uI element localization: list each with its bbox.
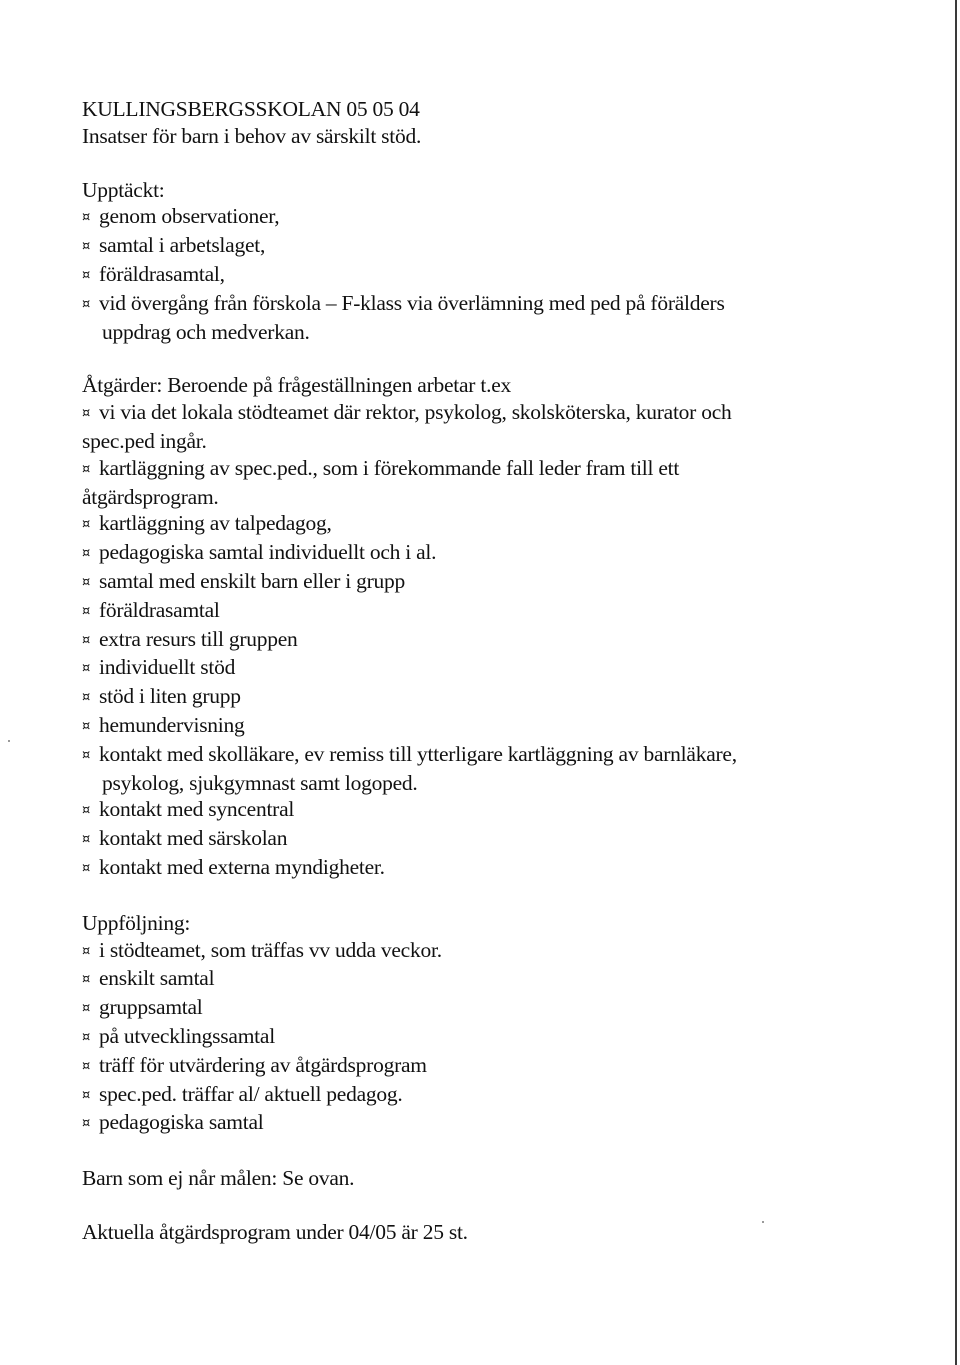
list-item-text: kontakt med skolläkare, ev remiss till ytterligare kartläggning av barnläkare, [99, 741, 737, 766]
list-item [82, 654, 842, 683]
document-body [82, 96, 842, 1246]
list-item-continuation [82, 484, 842, 511]
list-item [82, 683, 842, 712]
list-item-continuation [82, 428, 842, 455]
list-item [82, 510, 842, 539]
list-item [82, 1109, 842, 1138]
list-item [82, 712, 842, 741]
list-item-text: samtal i arbetslaget, [99, 233, 266, 258]
bullet-icon: ¤ [82, 803, 91, 819]
list-item-text: pedagogiska samtal individuellt och i al. [99, 540, 437, 565]
section-spacer [82, 1192, 842, 1219]
list-item-text: träff för utvärdering av åtgärdsprogram [99, 1052, 427, 1077]
bullet-icon: ¤ [82, 690, 91, 706]
document-subtitle: Insatser för barn i behov av särskilt stöd. [82, 123, 422, 148]
bullet-icon: ¤ [82, 267, 91, 283]
list-item-text: stöd i liten grupp [99, 684, 241, 709]
bullet-icon: ¤ [82, 747, 91, 763]
bullet-icon: ¤ [82, 1116, 91, 1132]
list-item [82, 261, 842, 290]
list-item [82, 1052, 842, 1081]
section-spacer [82, 150, 842, 177]
list-item [82, 597, 842, 626]
section-spacer [82, 1138, 842, 1165]
bullet-icon: ¤ [82, 718, 91, 734]
list-item [82, 399, 842, 428]
list-item [82, 1081, 842, 1110]
section-heading: Åtgärder: Beroende på frågeställningen arbetar t.ex [82, 373, 511, 398]
footer-line: Barn som ej når målen: Se ovan. [82, 1166, 355, 1191]
list-item-text: gruppsamtal [99, 995, 203, 1020]
bullet-icon: ¤ [82, 1087, 91, 1103]
footer-container [82, 1138, 842, 1246]
list-item-text: kontakt med externa myndigheter. [99, 854, 385, 879]
scan-speck [8, 740, 10, 742]
list-item-text: vi via det lokala stödteamet där rektor, psykolog, skolsköterska, kurator och [99, 400, 732, 425]
list-item-text: spec.ped ingår. [82, 428, 207, 453]
list-item-text: föräldrasamtal [99, 597, 220, 622]
bullet-icon: ¤ [82, 574, 91, 590]
list-item-text: samtal med enskilt barn eller i grupp [99, 568, 405, 593]
list-item [82, 1023, 842, 1052]
list-item-text: kontakt med särskolan [99, 826, 288, 851]
list-item [82, 539, 842, 568]
list-item [82, 937, 842, 966]
section-spacer [82, 883, 842, 910]
list-item-text: psykolog, sjukgymnast samt logoped. [102, 770, 418, 795]
list-item [82, 232, 842, 261]
bullet-icon: ¤ [82, 661, 91, 677]
list-item-text: åtgärdsprogram. [82, 484, 219, 509]
list-item-text: kartläggning av spec.ped., som i förekommande fall leder fram till ett [99, 455, 680, 480]
list-item [82, 568, 842, 597]
list-item-text: på utvecklingssamtal [99, 1023, 275, 1048]
sections-container [82, 150, 842, 1139]
bullet-icon: ¤ [82, 546, 91, 562]
list-item [82, 626, 842, 655]
footer-line: Aktuella åtgärdsprogram under 04/05 är 25 st. [82, 1219, 468, 1244]
bullet-icon: ¤ [82, 972, 91, 988]
bullet-icon: ¤ [82, 1029, 91, 1045]
section-heading: Upptäckt: [82, 177, 165, 202]
list-item [82, 825, 842, 854]
list-item-continuation [82, 770, 842, 797]
bullet-icon: ¤ [82, 239, 91, 255]
list-item-text: kartläggning av talpedagog, [99, 511, 332, 536]
list-item [82, 796, 842, 825]
list-item-text: spec.ped. träffar al/ aktuell pedagog. [99, 1081, 403, 1106]
list-item [82, 965, 842, 994]
list-item [82, 203, 842, 232]
bullet-icon: ¤ [82, 1001, 91, 1017]
section-heading: Uppföljning: [82, 910, 191, 935]
list-item-text: uppdrag och medverkan. [102, 319, 310, 344]
page-edge [955, 0, 957, 1365]
list-item [82, 994, 842, 1023]
list-item [82, 854, 842, 883]
list-item-text: extra resurs till gruppen [99, 626, 298, 651]
bullet-icon: ¤ [82, 832, 91, 848]
bullet-icon: ¤ [82, 296, 91, 312]
list-item-text: enskilt samtal [99, 966, 215, 991]
bullet-icon: ¤ [82, 603, 91, 619]
document-title: KULLINGSBERGSSKOLAN 05 05 04 [82, 97, 420, 121]
list-item-text: i stödteamet, som träffas vv udda veckor. [99, 937, 442, 962]
list-item-text: pedagogiska samtal [99, 1110, 264, 1135]
list-item-text: genom observationer, [99, 204, 280, 229]
list-item [82, 741, 842, 770]
list-item-text: föräldrasamtal, [99, 261, 225, 286]
bullet-icon: ¤ [82, 406, 91, 422]
list-item-text: individuellt stöd [99, 655, 236, 680]
section-spacer [82, 345, 842, 372]
list-item [82, 455, 842, 484]
bullet-icon: ¤ [82, 517, 91, 533]
bullet-icon: ¤ [82, 1058, 91, 1074]
list-item [82, 290, 842, 319]
bullet-icon: ¤ [82, 210, 91, 226]
list-item-text: hemundervisning [99, 712, 245, 737]
bullet-icon: ¤ [82, 943, 91, 959]
list-item-continuation [82, 319, 842, 346]
list-item-text: kontakt med syncentral [99, 797, 295, 822]
list-item-text: vid övergång från förskola – F-klass via överlämning med ped på förälders [99, 290, 725, 315]
bullet-icon: ¤ [82, 632, 91, 648]
bullet-icon: ¤ [82, 860, 91, 876]
bullet-icon: ¤ [82, 461, 91, 477]
